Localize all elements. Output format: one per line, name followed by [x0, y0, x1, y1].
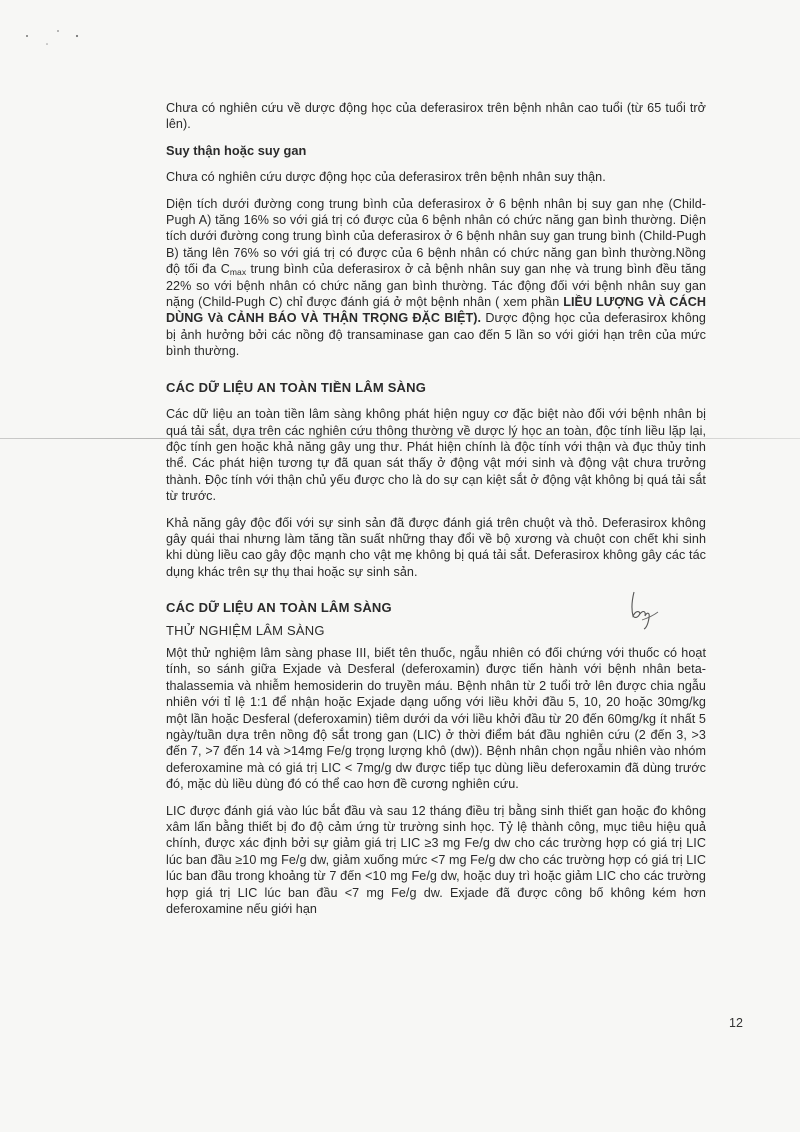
preclinical-paragraph-2: Khả năng gây độc đối với sự sinh sản đã được đánh giá trên chuột và thỏ. Deferasirox không gây quái thai nhưng làm tăng tần suất những thay đổi về bộ xương và chuột con chết khi sinh khi dùng liều cao gây độc mạnh cho vật mẹ không bị quá tải sắt. Deferasirox không gây các tác dụng khác trên sự thụ thai hoặc sự sinh sản. — [166, 515, 706, 579]
renal-hepatic-heading: Suy thận hoặc suy gan — [166, 142, 307, 158]
handwritten-initials — [618, 588, 666, 634]
page-number: 12 — [729, 1016, 743, 1030]
clinical-paragraph-2: LIC được đánh giá vào lúc bắt đầu và sau 12 tháng điều trị bằng sinh thiết gan hoặc đo không xâm lấn bằng thiết bị đo độ cảm ứng từ trường sinh học. Tỷ lệ thành công, mục tiêu hiệu quả chính, được xác định bởi sự giảm giá trị LIC ≥3 mg Fe/g dw cho các trường hợp có giá trị LIC lúc ban đầu ≥10 mg Fe/g dw, giảm xuống mức <7 mg Fe/g dw cho các trường hợp có giá trị LIC lúc ban đầu trong khoảng từ 7 đến <10 mg Fe/g dw, hoặc duy trì hoặc giảm LIC cho các trường hợp giá trị LIC lúc ban đầu <7 mg Fe/g dw. Exjade đã được công bố không kém hơn deferoxamine nếu giới hạn — [166, 803, 706, 917]
clinical-paragraph-1: Một thử nghiệm lâm sàng phase III, biết tên thuốc, ngẫu nhiên có đối chứng với thuốc có hoạt tính, so sánh giữa Exjade và Desferal (deferoxamin) được tiến hành với bệnh nhân beta-thalassemia và nhiễm hemosiderin do truyền máu. Bệnh nhân từ 2 tuổi trở lên được chia ngẫu nhiên với tỉ lệ 1:1 để nhận hoặc Exjade dạng uống với liều khởi đầu 5, 10, 20 hoặc 30mg/kg một lần hoặc Desferal (deferoxamin) tiêm dưới da với liều khởi đầu từ 20 đến 60mg/kg ít nhất 5 ngày/tuần dựa trên nồng độ sắt trong gan (LIC) ở thời điểm bát đầu nghiên cứu (2 đến 3, >3 đến 7, >7 đến 14 và >14mg Fe/g trọng lượng khô (dw)). Bệnh nhân chọn ngẫu nhiên vào nhóm deferoxamine mà có giá trị LIC < 7mg/g dw được tiếp tục dùng liều deferoxamin đã dùng trước đó, mặc dù liều dùng đó có thể cao hơn đề cương nghiên cứu. — [166, 645, 706, 792]
preclinical-paragraph-1: Các dữ liệu an toàn tiền lâm sàng không phát hiện nguy cơ đặc biệt nào đối với bệnh nhân bị quá tải sắt, dựa trên các nghiên cứu thông thường về dược lý học an toàn, độc tính liều lặp lại, độc tính gen hoặc khả năng gây ung thư. Phát hiện chính là độc tính với thận và đục thủy tinh thể. Các phát hiện tương tự đã quan sát thấy ở động vật mới sinh và động vật chưa trưởng thành. Độc tính với thận chủ yếu được cho là do sự cạn kiệt sắt ở động vật không bị quá tải sắt từ trước. — [166, 407, 706, 504]
clinical-trial-subheading: THỬ NGHIỆM LÂM SÀNG — [166, 622, 325, 638]
preclinical-heading: CÁC DỮ LIỆU AN TOÀN TIỀN LÂM SÀNG — [166, 379, 427, 395]
cmax-subscript: max — [229, 267, 247, 278]
clinical-heading: CÁC DỮ LIỆU AN TOÀN LÂM SÀNG — [166, 600, 392, 616]
hepatic-text-1: Diện tích dưới đường cong trung bình của deferasirox ở 6 bệnh nhân bị suy gan nhẹ (Child-Pugh A) tăng 16% so với giá trị có được của 6 bệnh nhân có chức năng gan bình thường. Diện tích dưới đường cong trung bình của deferasirox ở 6 bệnh nhân suy gan trung bình (Child-Pugh B) tăng lên 76% so với giá trị có được của 6 bệnh nhân có chức năng gan bình thường.Nồng độ tối đa C — [166, 196, 706, 277]
elderly-paragraph: Chưa có nghiên cứu về dược động học của deferasirox trên bệnh nhân cao tuổi (từ 65 tuổi trở lên). — [166, 101, 706, 132]
document-body — [166, 100, 706, 927]
cross-reference: LIỀU LƯỢNG VÀ CÁCH DÙNG Và CẢNH BÁO VÀ THẬN TRỌNG ĐẶC BIỆT). — [166, 295, 706, 326]
scan-specks — [0, 0, 800, 60]
hepatic-text-3: Dược động học của deferasirox không bị ảnh hưởng bởi các nồng độ transaminase gan cao đến 5 lần so với giới hạn trên của mức bình thường. — [166, 311, 706, 359]
hepatic-text-2: trung bình của deferasirox ở cả bệnh nhân suy gan nhẹ và trung bình đều tăng 22% so với bệnh nhân có chức năng gan bình thường. Tác động đối với bệnh nhân suy gan nặng (Child-Pugh C) chỉ được đánh giá ở một bệnh nhân ( xem phần — [166, 262, 707, 310]
renal-paragraph: Chưa có nghiên cứu dược động học của deferasirox trên bệnh nhân suy thận. — [166, 170, 606, 185]
hepatic-paragraph — [166, 196, 706, 360]
